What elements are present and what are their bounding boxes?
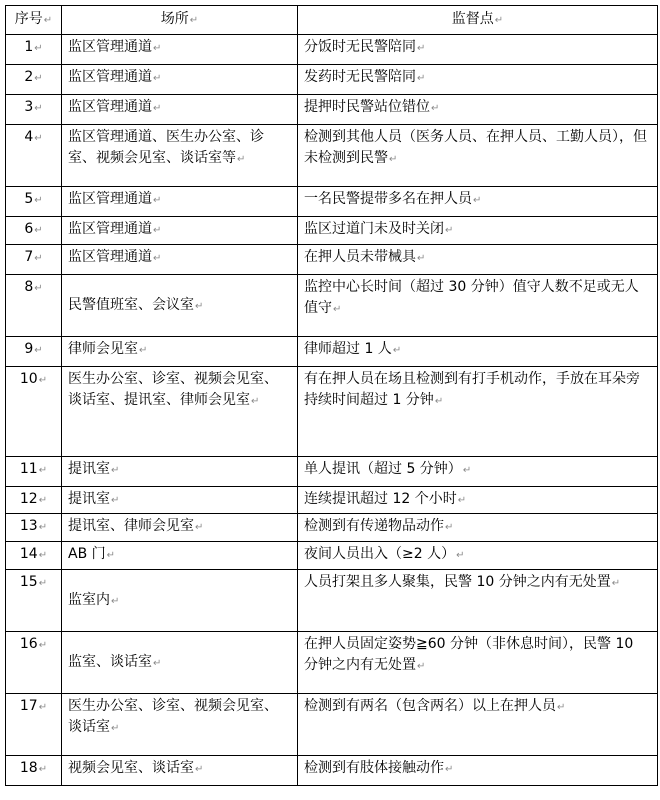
row-place: 监区管理通道、医生办公室、诊室、视频会见室、谈话室等	[68, 129, 264, 166]
row-point: 在押人员未带械具	[304, 249, 416, 265]
row-point-cell: 连续提讯超过 12 个小时↵	[298, 487, 658, 514]
row-num: 1	[24, 39, 34, 55]
table-row	[6, 95, 658, 125]
row-place: 提讯室	[68, 491, 110, 507]
row-num: 15	[19, 574, 38, 590]
row-num: 6	[24, 221, 34, 237]
row-place: 监区管理通道	[68, 221, 152, 237]
row-place: 监区管理通道	[68, 69, 152, 85]
row-place: 医生办公室、诊室、视频会见室、谈话室、提讯室、律师会见室	[68, 371, 278, 408]
row-point: 一名民警提带多名在押人员	[304, 191, 472, 207]
row-point: 律师超过 1 人	[304, 341, 392, 357]
row-num: 12	[19, 491, 38, 507]
row-point-cell: 夜间人员出入（≥2 人）↵	[298, 542, 658, 570]
row-point-cell: 单人提讯（超过 5 分钟）↵	[298, 457, 658, 487]
header-num: 序号↵	[6, 6, 62, 35]
row-place: 监区管理通道	[68, 249, 152, 265]
row-num: 8	[24, 279, 34, 295]
row-point: 有在押人员在场且检测到有打手机动作，手放在耳朵旁持续时间超过 1 分钟	[304, 371, 640, 408]
row-point-cell: 有在押人员在场且检测到有打手机动作，手放在耳朵旁持续时间超过 1 分钟↵	[298, 367, 658, 457]
row-point-cell: 在押人员固定姿势≧60 分钟（非休息时间），民警 10 分钟之内有无处置↵	[298, 632, 658, 694]
row-num: 3	[24, 99, 34, 115]
row-place-cell: 视频会见室、谈话室↵	[62, 756, 298, 786]
row-place-cell: 监室内↵	[62, 570, 298, 632]
header-point: 监督点↵	[298, 6, 658, 35]
table-row	[6, 487, 658, 514]
table-row	[6, 694, 658, 756]
row-place: 监区管理通道	[68, 99, 152, 115]
row-point: 人员打架且多人聚集，民警 10 分钟之内有无处置	[304, 574, 611, 590]
row-num: 4	[24, 129, 34, 145]
row-place-cell: 医生办公室、诊室、视频会见室、谈话室↵	[62, 694, 298, 756]
row-point-cell: 提押时民警站位错位↵	[298, 95, 658, 125]
row-place: 民警值班室、会议室	[68, 296, 194, 313]
header-place: 场所↵	[62, 6, 298, 35]
table-header-row	[6, 6, 658, 35]
row-num-cell: 15↵	[6, 570, 62, 632]
row-num: 5	[24, 191, 34, 207]
row-point: 连续提讯超过 12 个小时	[304, 491, 457, 507]
row-point-cell: 监区过道门未及时关闭↵	[298, 217, 658, 245]
table-row	[6, 570, 658, 632]
row-num: 2	[24, 69, 34, 85]
row-num-cell: 1↵	[6, 35, 62, 65]
row-num-cell: 9↵	[6, 337, 62, 367]
row-point: 提押时民警站位错位	[304, 99, 430, 115]
row-place-cell: 监区管理通道↵	[62, 217, 298, 245]
header-point-label: 监督点	[451, 11, 494, 27]
row-point: 监区过道门未及时关闭	[304, 221, 444, 237]
row-num-cell: 13↵	[6, 514, 62, 542]
row-num-cell: 10↵	[6, 367, 62, 457]
row-num-cell: 18↵	[6, 756, 62, 786]
row-place-cell: 监区管理通道↵	[62, 187, 298, 217]
row-num-cell: 2↵	[6, 65, 62, 95]
row-place: 监区管理通道	[68, 39, 152, 55]
row-point-cell: 检测到有两名（包含两名）以上在押人员↵	[298, 694, 658, 756]
row-point: 检测到其他人员（医务人员、在押人员、工勤人员），但未检测到民警	[304, 129, 647, 166]
row-point-cell: 一名民警提带多名在押人员↵	[298, 187, 658, 217]
row-point: 检测到有两名（包含两名）以上在押人员	[304, 698, 556, 714]
row-place-cell: 监区管理通道↵	[62, 245, 298, 275]
table-row	[6, 217, 658, 245]
row-place-cell: AB 门↵	[62, 542, 298, 570]
table-row	[6, 275, 658, 337]
row-place: 监室内	[68, 591, 110, 608]
row-place: 监区管理通道	[68, 191, 152, 207]
table-row	[6, 337, 658, 367]
row-num: 9	[24, 341, 34, 357]
row-point: 单人提讯（超过 5 分钟）	[304, 461, 462, 477]
table-row	[6, 187, 658, 217]
table-row	[6, 514, 658, 542]
row-point: 在押人员固定姿势≧60 分钟（非休息时间），民警 10 分钟之内有无处置	[304, 636, 634, 673]
row-place-cell: 律师会见室↵	[62, 337, 298, 367]
supervision-points-table	[5, 5, 658, 786]
row-place: 提讯室、律师会见室	[68, 518, 194, 534]
row-place-cell: 提讯室、律师会见室↵	[62, 514, 298, 542]
row-num-cell: 8↵	[6, 275, 62, 337]
row-num: 11	[19, 461, 38, 477]
row-place: 医生办公室、诊室、视频会见室、谈话室	[68, 698, 278, 735]
row-point-cell: 检测到其他人员（医务人员、在押人员、工勤人员），但未检测到民警↵	[298, 125, 658, 187]
row-point-cell: 人员打架且多人聚集，民警 10 分钟之内有无处置↵	[298, 570, 658, 632]
row-point-cell: 在押人员未带械具↵	[298, 245, 658, 275]
row-num: 18	[19, 760, 38, 776]
row-point-cell: 检测到有传递物品动作↵	[298, 514, 658, 542]
header-place-label: 场所	[160, 11, 189, 27]
row-place: 律师会见室	[68, 341, 138, 357]
row-place-cell: 监区管理通道、医生办公室、诊室、视频会见室、谈话室等↵	[62, 125, 298, 187]
row-point: 检测到有传递物品动作	[304, 518, 444, 534]
table-row	[6, 756, 658, 786]
row-place-cell: 民警值班室、会议室↵	[62, 275, 298, 337]
table-row	[6, 125, 658, 187]
row-point: 夜间人员出入（≥2 人）	[304, 546, 456, 562]
row-place: 提讯室	[68, 461, 110, 477]
row-num-cell: 7↵	[6, 245, 62, 275]
row-point: 发药时无民警陪同	[304, 69, 416, 85]
row-point-cell: 律师超过 1 人↵	[298, 337, 658, 367]
row-num-cell: 4↵	[6, 125, 62, 187]
row-point-cell: 检测到有肢体接触动作↵	[298, 756, 658, 786]
table-row	[6, 457, 658, 487]
row-point: 检测到有肢体接触动作	[304, 760, 444, 776]
row-place-cell: 监区管理通道↵	[62, 95, 298, 125]
row-num-cell: 6↵	[6, 217, 62, 245]
row-point: 监控中心长时间（超过 30 分钟）值守人数不足或无人值守	[304, 279, 639, 316]
row-place: AB 门	[68, 546, 106, 562]
table-row	[6, 65, 658, 95]
row-num: 13	[19, 518, 38, 534]
row-num-cell: 16↵	[6, 632, 62, 694]
row-num-cell: 11↵	[6, 457, 62, 487]
row-num-cell: 3↵	[6, 95, 62, 125]
row-num-cell: 14↵	[6, 542, 62, 570]
row-num: 16	[19, 636, 38, 652]
row-num: 7	[24, 249, 34, 265]
row-place-cell: 监区管理通道↵	[62, 35, 298, 65]
table-row	[6, 632, 658, 694]
row-place-cell: 监室、谈话室↵	[62, 632, 298, 694]
row-point-cell: 监控中心长时间（超过 30 分钟）值守人数不足或无人值守↵	[298, 275, 658, 337]
row-place-cell: 提讯室↵	[62, 487, 298, 514]
row-num: 14	[19, 546, 38, 562]
row-place-cell: 提讯室↵	[62, 457, 298, 487]
row-num: 17	[19, 698, 38, 714]
row-num-cell: 5↵	[6, 187, 62, 217]
row-num-cell: 12↵	[6, 487, 62, 514]
header-num-label: 序号	[14, 11, 43, 27]
table-row	[6, 245, 658, 275]
row-num: 10	[19, 371, 38, 387]
table-row	[6, 367, 658, 457]
row-point: 分饭时无民警陪同	[304, 39, 416, 55]
row-place: 监室、谈话室	[68, 653, 152, 670]
row-num-cell: 17↵	[6, 694, 62, 756]
row-place-cell: 医生办公室、诊室、视频会见室、谈话室、提讯室、律师会见室↵	[62, 367, 298, 457]
row-place-cell: 监区管理通道↵	[62, 65, 298, 95]
table-row	[6, 35, 658, 65]
row-point-cell: 发药时无民警陪同↵	[298, 65, 658, 95]
row-place: 视频会见室、谈话室	[68, 760, 194, 776]
table-row	[6, 542, 658, 570]
row-point-cell: 分饭时无民警陪同↵	[298, 35, 658, 65]
